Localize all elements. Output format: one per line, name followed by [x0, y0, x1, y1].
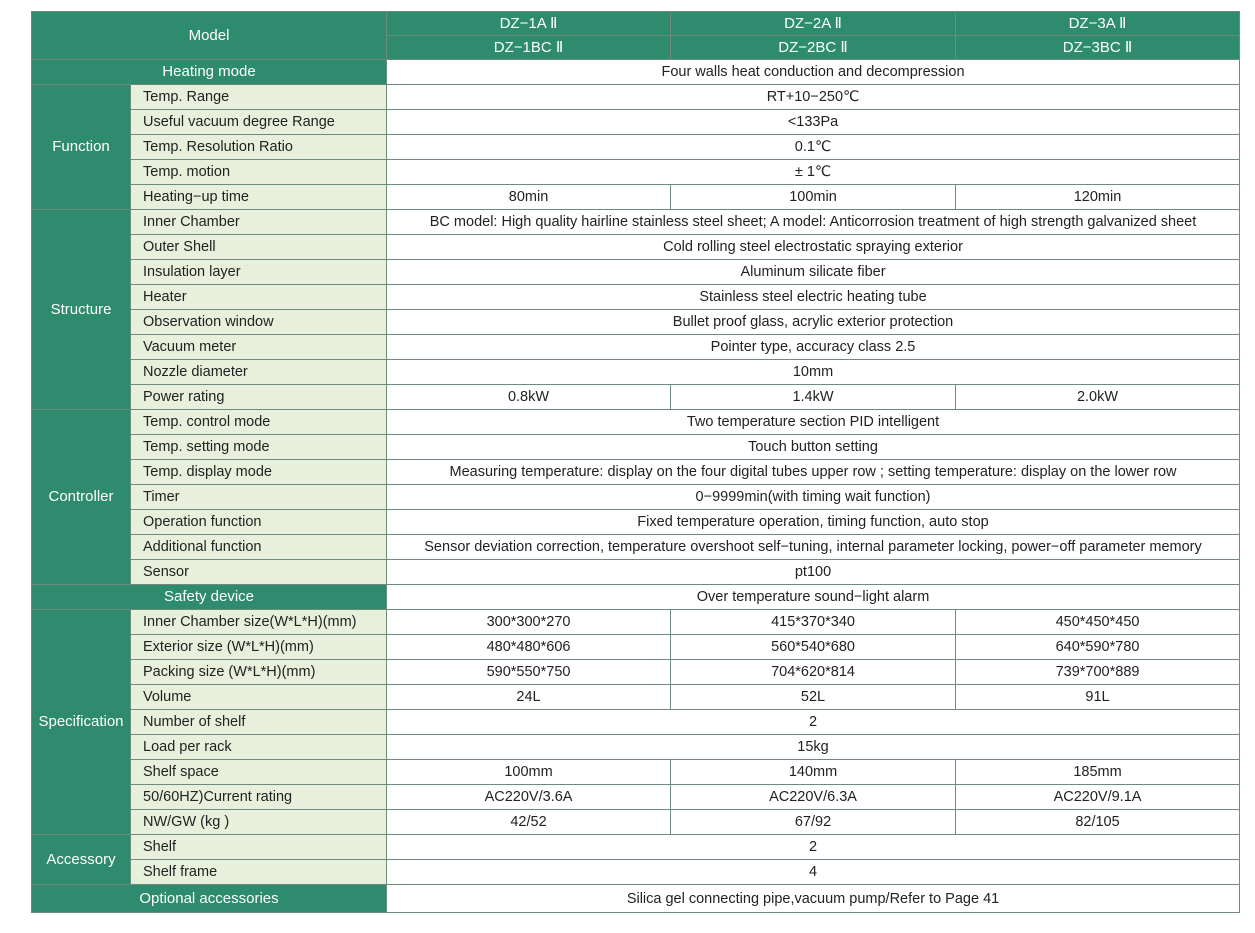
table-row	[32, 660, 1240, 685]
function-group-label: Function	[32, 85, 131, 210]
table-row	[32, 735, 1240, 760]
row-label: Power rating	[131, 385, 387, 410]
table-row	[32, 460, 1240, 485]
model-a-1: DZ−1A Ⅱ	[387, 12, 671, 36]
table-row	[32, 810, 1240, 835]
row-value: Two temperature section PID intelligent	[387, 410, 1240, 435]
model-a-2: DZ−2A Ⅱ	[671, 12, 956, 36]
table-row	[32, 360, 1240, 385]
heating-mode-label: Heating mode	[32, 60, 387, 85]
row-label: Shelf space	[131, 760, 387, 785]
model-bc-3: DZ−3BC Ⅱ	[956, 36, 1240, 60]
table-row	[32, 435, 1240, 460]
table-row	[32, 835, 1240, 860]
row-value: 2	[387, 835, 1240, 860]
row-value: 24L	[387, 685, 671, 710]
row-value: 42/52	[387, 810, 671, 835]
row-value: 67/92	[671, 810, 956, 835]
row-value: 185mm	[956, 760, 1240, 785]
row-label: Observation window	[131, 310, 387, 335]
model-bc-2: DZ−2BC Ⅱ	[671, 36, 956, 60]
row-label: Outer Shell	[131, 235, 387, 260]
row-value: 80min	[387, 185, 671, 210]
row-label: Load per rack	[131, 735, 387, 760]
row-label: Exterior size (W*L*H)(mm)	[131, 635, 387, 660]
table-row	[32, 85, 1240, 110]
row-value: 52L	[671, 685, 956, 710]
row-label: Shelf frame	[131, 860, 387, 885]
table-row	[32, 110, 1240, 135]
row-value: 10mm	[387, 360, 1240, 385]
table-row	[32, 185, 1240, 210]
table-row	[32, 635, 1240, 660]
row-label: Heater	[131, 285, 387, 310]
row-label: Temp. Range	[131, 85, 387, 110]
row-label: 50/60HZ)Current rating	[131, 785, 387, 810]
header-row	[32, 12, 1240, 36]
row-value: Stainless steel electric heating tube	[387, 285, 1240, 310]
safety-value: Over temperature sound−light alarm	[387, 585, 1240, 610]
row-label: Inner Chamber	[131, 210, 387, 235]
table-row	[32, 285, 1240, 310]
row-value: ± 1℃	[387, 160, 1240, 185]
row-value: Measuring temperature: display on the four digital tubes upper row ; setting temperature: display on the lower row	[387, 460, 1240, 485]
row-value: 1.4kW	[671, 385, 956, 410]
row-value: AC220V/6.3A	[671, 785, 956, 810]
table-row	[32, 860, 1240, 885]
row-value: 100mm	[387, 760, 671, 785]
row-value: <133Pa	[387, 110, 1240, 135]
row-value: Sensor deviation correction, temperature overshoot self−tuning, internal parameter locking, power−off parameter memory	[387, 535, 1240, 560]
optional-label: Optional accessories	[32, 885, 387, 913]
row-label: Nozzle diameter	[131, 360, 387, 385]
row-value: 590*550*750	[387, 660, 671, 685]
row-value: 2	[387, 710, 1240, 735]
safety-label: Safety device	[32, 585, 387, 610]
row-label: Sensor	[131, 560, 387, 585]
row-label: Operation function	[131, 510, 387, 535]
table-row	[32, 760, 1240, 785]
row-value: 300*300*270	[387, 610, 671, 635]
table-row	[32, 260, 1240, 285]
row-label: Timer	[131, 485, 387, 510]
row-value: 450*450*450	[956, 610, 1240, 635]
row-label: Insulation layer	[131, 260, 387, 285]
row-label: Inner Chamber size(W*L*H)(mm)	[131, 610, 387, 635]
row-value: Fixed temperature operation, timing function, auto stop	[387, 510, 1240, 535]
row-value: 2.0kW	[956, 385, 1240, 410]
row-value: 91L	[956, 685, 1240, 710]
row-value: 4	[387, 860, 1240, 885]
table-row	[32, 535, 1240, 560]
table-row	[32, 585, 1240, 610]
row-label: Temp. Resolution Ratio	[131, 135, 387, 160]
row-value: 0.8kW	[387, 385, 671, 410]
row-value: Aluminum silicate fiber	[387, 260, 1240, 285]
model-bc-1: DZ−1BC Ⅱ	[387, 36, 671, 60]
model-label: Model	[32, 12, 387, 60]
controller-group-label: Controller	[32, 410, 131, 585]
row-label: Number of shelf	[131, 710, 387, 735]
row-value: Touch button setting	[387, 435, 1240, 460]
row-value: Cold rolling steel electrostatic spraying exterior	[387, 235, 1240, 260]
row-value: 140mm	[671, 760, 956, 785]
optional-value: Silica gel connecting pipe,vacuum pump/Refer to Page 41	[387, 885, 1240, 913]
table-row	[32, 385, 1240, 410]
row-label: Temp. display mode	[131, 460, 387, 485]
table-row	[32, 610, 1240, 635]
table-row	[32, 785, 1240, 810]
row-label: Temp. control mode	[131, 410, 387, 435]
spec-table	[31, 11, 1240, 913]
table-row	[32, 235, 1240, 260]
row-label: Volume	[131, 685, 387, 710]
model-a-3: DZ−3A Ⅱ	[956, 12, 1240, 36]
table-row	[32, 160, 1240, 185]
row-value: 560*540*680	[671, 635, 956, 660]
row-value: AC220V/3.6A	[387, 785, 671, 810]
row-value: 15kg	[387, 735, 1240, 760]
accessory-group-label: Accessory	[32, 835, 131, 885]
table-row	[32, 560, 1240, 585]
specification-group-label: Specification	[32, 610, 131, 835]
row-value: BC model: High quality hairline stainless steel sheet; A model: Anticorrosion treatment of high strength galvanized sheet	[387, 210, 1240, 235]
row-label: Heating−up time	[131, 185, 387, 210]
table-row	[32, 685, 1240, 710]
table-row	[32, 335, 1240, 360]
table-row	[32, 135, 1240, 160]
row-label: Vacuum meter	[131, 335, 387, 360]
row-value: 0.1℃	[387, 135, 1240, 160]
row-value: 120min	[956, 185, 1240, 210]
row-value: Bullet proof glass, acrylic exterior protection	[387, 310, 1240, 335]
row-value: 100min	[671, 185, 956, 210]
row-label: Shelf	[131, 835, 387, 860]
row-value: 704*620*814	[671, 660, 956, 685]
row-value: 480*480*606	[387, 635, 671, 660]
table-row	[32, 60, 1240, 85]
row-value: 739*700*889	[956, 660, 1240, 685]
row-label: Useful vacuum degree Range	[131, 110, 387, 135]
row-value: 82/105	[956, 810, 1240, 835]
table-row	[32, 510, 1240, 535]
row-value: AC220V/9.1A	[956, 785, 1240, 810]
table-row	[32, 710, 1240, 735]
table-row	[32, 310, 1240, 335]
table-row	[32, 210, 1240, 235]
row-label: Temp. motion	[131, 160, 387, 185]
structure-group-label: Structure	[32, 210, 131, 410]
table-row	[32, 885, 1240, 913]
table-row	[32, 410, 1240, 435]
row-label: Temp. setting mode	[131, 435, 387, 460]
row-label: Packing size (W*L*H)(mm)	[131, 660, 387, 685]
row-value: 640*590*780	[956, 635, 1240, 660]
row-value: Pointer type, accuracy class 2.5	[387, 335, 1240, 360]
row-value: RT+10−250℃	[387, 85, 1240, 110]
table-row	[32, 485, 1240, 510]
row-value: 0−9999min(with timing wait function)	[387, 485, 1240, 510]
heating-mode-value: Four walls heat conduction and decompression	[387, 60, 1240, 85]
row-value: pt100	[387, 560, 1240, 585]
row-label: NW/GW (kg )	[131, 810, 387, 835]
row-label: Additional function	[131, 535, 387, 560]
row-value: 415*370*340	[671, 610, 956, 635]
